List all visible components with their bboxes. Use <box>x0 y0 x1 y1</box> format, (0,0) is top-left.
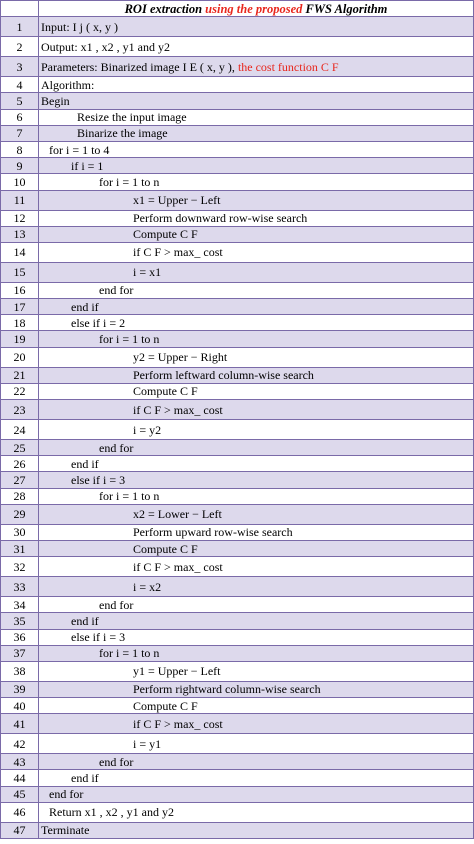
line-text: Perform leftward column-wise search <box>133 368 314 383</box>
line-text-cell <box>39 400 474 420</box>
table-row <box>1 770 474 786</box>
table-row <box>1 262 474 282</box>
line-number: 10 <box>1 174 39 190</box>
line-number: 13 <box>1 226 39 242</box>
line-text-cell <box>39 645 474 661</box>
line-text-cell <box>39 109 474 125</box>
table-row <box>1 524 474 540</box>
line-number: 40 <box>1 698 39 714</box>
line-number: 37 <box>1 645 39 661</box>
line-number: 38 <box>1 661 39 681</box>
line-number: 31 <box>1 540 39 556</box>
table-row <box>1 242 474 262</box>
line-number: 4 <box>1 77 39 93</box>
line-number: 45 <box>1 786 39 802</box>
line-text-cell <box>39 262 474 282</box>
line-text-cell <box>39 540 474 556</box>
line-text: if C F > max_ cost <box>133 402 223 417</box>
line-text-highlight: the cost function C F <box>237 59 339 74</box>
line-text-cell <box>39 242 474 262</box>
line-number: 25 <box>1 440 39 456</box>
line-number: 47 <box>1 822 39 838</box>
table-row <box>1 125 474 141</box>
line-text-cell <box>39 613 474 629</box>
line-number: 27 <box>1 472 39 488</box>
table-row <box>1 629 474 645</box>
table-row <box>1 540 474 556</box>
line-text: end for <box>49 787 84 802</box>
line-number: 44 <box>1 770 39 786</box>
line-number: 8 <box>1 141 39 157</box>
line-text-cell <box>39 125 474 141</box>
line-text: for i = 1 to n <box>99 646 160 661</box>
line-text: Return x1 , x2 , y1 and y2 <box>49 805 174 820</box>
table-row <box>1 210 474 226</box>
line-number: 2 <box>1 37 39 57</box>
line-text: else if i = 2 <box>71 315 126 330</box>
line-number: 14 <box>1 242 39 262</box>
line-text-cell <box>39 347 474 367</box>
line-text: y1 = Upper − Left <box>133 664 221 679</box>
line-text: Begin <box>41 93 70 108</box>
line-text: Terminate <box>41 823 90 838</box>
line-number: 9 <box>1 158 39 174</box>
line-text: if i = 1 <box>71 158 104 173</box>
line-number: 26 <box>1 456 39 472</box>
line-text: end if <box>71 771 99 786</box>
line-text-cell <box>39 282 474 298</box>
line-text-cell <box>39 190 474 210</box>
line-number: 28 <box>1 488 39 504</box>
line-text-cell <box>39 524 474 540</box>
line-text: x1 = Upper − Left <box>133 193 221 207</box>
table-row <box>1 17 474 37</box>
table-row <box>1 190 474 210</box>
line-text-cell <box>39 440 474 456</box>
line-text-cell <box>39 770 474 786</box>
table-row <box>1 400 474 420</box>
table-row <box>1 420 474 440</box>
line-number: 15 <box>1 262 39 282</box>
line-number: 23 <box>1 400 39 420</box>
line-text-cell <box>39 714 474 734</box>
line-text: Algorithm: <box>41 77 95 92</box>
table-row <box>1 299 474 315</box>
line-number: 19 <box>1 331 39 347</box>
line-text: for i = 1 to n <box>99 332 160 347</box>
line-number: 6 <box>1 109 39 125</box>
table-row <box>1 734 474 754</box>
line-number: 35 <box>1 613 39 629</box>
line-text: Resize the input image <box>77 110 187 125</box>
line-text-cell <box>39 754 474 770</box>
line-text-cell <box>39 331 474 347</box>
line-text: end for <box>99 597 134 612</box>
table-row <box>1 315 474 331</box>
line-text-cell <box>39 734 474 754</box>
title-part-2: using the proposed <box>205 1 303 16</box>
line-text: i = x1 <box>133 265 162 280</box>
line-text-cell <box>39 315 474 331</box>
table-row <box>1 331 474 347</box>
line-text-cell <box>39 367 474 383</box>
line-text: end for <box>99 754 134 769</box>
line-text-cell <box>39 77 474 93</box>
line-text: Compute C F <box>133 698 198 713</box>
line-text-cell <box>39 681 474 697</box>
line-number: 22 <box>1 383 39 399</box>
table-row <box>1 786 474 802</box>
line-number: 12 <box>1 210 39 226</box>
line-text: end if <box>71 299 99 314</box>
line-text-cell <box>39 210 474 226</box>
line-text: Binarize the image <box>77 126 168 141</box>
table-row <box>1 226 474 242</box>
line-number: 33 <box>1 577 39 597</box>
line-text: Perform downward row-wise search <box>133 211 308 226</box>
line-text: i = x2 <box>133 579 162 594</box>
line-text: if C F > max_ cost <box>133 716 223 731</box>
table-row <box>1 714 474 734</box>
line-number: 24 <box>1 420 39 440</box>
line-number: 42 <box>1 734 39 754</box>
line-text-cell <box>39 661 474 681</box>
line-text: Perform upward row-wise search <box>133 525 293 540</box>
line-text-cell <box>39 57 474 77</box>
line-text-cell <box>39 629 474 645</box>
table-row <box>1 488 474 504</box>
line-text: else if i = 3 <box>71 472 126 487</box>
line-text-cell <box>39 597 474 613</box>
table-row <box>1 109 474 125</box>
header-number-cell <box>1 1 39 17</box>
line-text-cell <box>39 456 474 472</box>
line-text: end for <box>99 283 134 298</box>
line-text: if C F > max_ cost <box>133 245 223 260</box>
line-number: 18 <box>1 315 39 331</box>
line-text-cell <box>39 17 474 37</box>
line-number: 30 <box>1 524 39 540</box>
line-number: 16 <box>1 282 39 298</box>
line-number: 1 <box>1 17 39 37</box>
line-number: 20 <box>1 347 39 367</box>
line-text: i = y1 <box>133 736 162 751</box>
algorithm-title <box>39 1 474 17</box>
line-text: else if i = 3 <box>71 630 126 645</box>
line-number: 46 <box>1 802 39 822</box>
table-row <box>1 613 474 629</box>
table-row <box>1 698 474 714</box>
line-text-cell <box>39 786 474 802</box>
line-text-cell <box>39 802 474 822</box>
table-row <box>1 93 474 109</box>
table-row <box>1 456 474 472</box>
table-row <box>1 597 474 613</box>
line-text: Input: I j ( x, y ) <box>41 19 118 34</box>
line-text-cell <box>39 577 474 597</box>
line-text-cell <box>39 488 474 504</box>
algorithm-body <box>1 17 474 839</box>
table-row <box>1 383 474 399</box>
table-row <box>1 557 474 577</box>
line-text: Compute C F <box>133 384 198 399</box>
line-number: 21 <box>1 367 39 383</box>
table-row <box>1 174 474 190</box>
table-row <box>1 504 474 524</box>
table-row <box>1 577 474 597</box>
line-text: Parameters: Binarized image I E ( x, y ), <box>41 59 238 74</box>
line-text: Compute C F <box>133 541 198 556</box>
table-row <box>1 158 474 174</box>
line-text-cell <box>39 822 474 838</box>
line-text-cell <box>39 420 474 440</box>
table-row <box>1 57 474 77</box>
title-part-1: ROI extraction <box>124 1 206 16</box>
line-number: 17 <box>1 299 39 315</box>
line-text: end if <box>71 613 99 628</box>
line-text-cell <box>39 698 474 714</box>
line-text-cell <box>39 226 474 242</box>
line-text: i = y2 <box>133 422 162 437</box>
line-text-cell <box>39 174 474 190</box>
line-text-cell <box>39 557 474 577</box>
line-number: 41 <box>1 714 39 734</box>
table-row <box>1 472 474 488</box>
line-text: Compute C F <box>133 227 198 242</box>
line-text: y2 = Upper − Right <box>133 350 228 365</box>
line-number: 32 <box>1 557 39 577</box>
line-text: if C F > max_ cost <box>133 559 223 574</box>
table-row <box>1 754 474 770</box>
line-text: for i = 1 to 4 <box>49 142 110 157</box>
line-number: 36 <box>1 629 39 645</box>
line-text: Perform rightward column-wise search <box>133 682 321 697</box>
line-number: 29 <box>1 504 39 524</box>
table-row <box>1 37 474 57</box>
line-text: end if <box>71 456 99 471</box>
line-text: Output: x1 , x2 , y1 and y2 <box>41 39 170 54</box>
line-text-cell <box>39 299 474 315</box>
line-text-cell <box>39 383 474 399</box>
line-text-cell <box>39 37 474 57</box>
line-number: 5 <box>1 93 39 109</box>
table-row <box>1 822 474 838</box>
line-text: for i = 1 to n <box>99 489 160 504</box>
line-number: 7 <box>1 125 39 141</box>
table-row <box>1 367 474 383</box>
table-row <box>1 77 474 93</box>
line-text: x2 = Lower − Left <box>133 507 222 522</box>
line-text-cell <box>39 141 474 157</box>
line-number: 3 <box>1 57 39 77</box>
line-text-cell <box>39 472 474 488</box>
table-row <box>1 681 474 697</box>
line-text-cell <box>39 504 474 524</box>
line-text-cell <box>39 93 474 109</box>
line-number: 11 <box>1 190 39 210</box>
table-row <box>1 645 474 661</box>
table-row <box>1 661 474 681</box>
title-part-3: FWS Algorithm <box>302 1 388 16</box>
line-text-cell <box>39 158 474 174</box>
line-number: 34 <box>1 597 39 613</box>
table-row <box>1 347 474 367</box>
table-row <box>1 282 474 298</box>
line-number: 43 <box>1 754 39 770</box>
line-number: 39 <box>1 681 39 697</box>
table-header-row <box>1 1 474 17</box>
table-row <box>1 802 474 822</box>
line-text: for i = 1 to n <box>99 174 160 189</box>
table-row <box>1 141 474 157</box>
table-row <box>1 440 474 456</box>
line-text: end for <box>99 440 134 455</box>
